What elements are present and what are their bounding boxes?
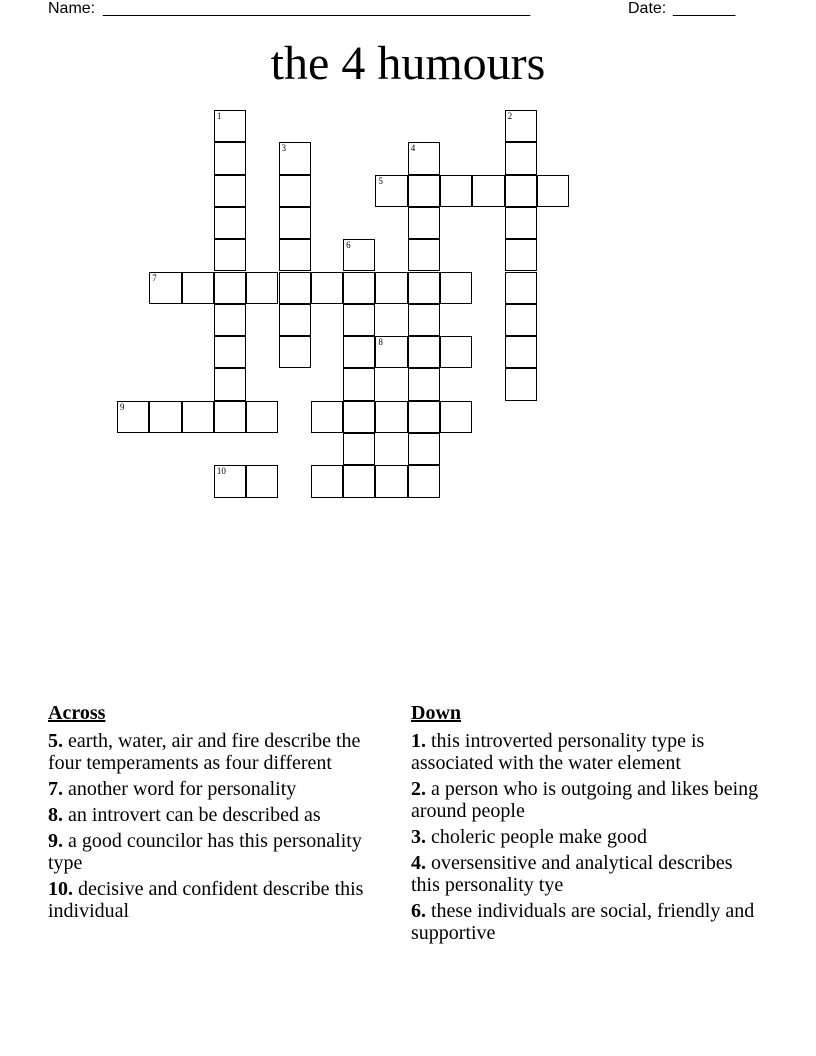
crossword-cell[interactable] (214, 142, 246, 174)
crossword-cell[interactable] (408, 207, 440, 239)
clue-number: 5. (48, 730, 63, 752)
crossword-cell[interactable] (408, 304, 440, 336)
crossword-cell[interactable] (408, 368, 440, 400)
clue-number: 2. (411, 778, 426, 800)
cell-number: 5 (378, 175, 383, 186)
clue-text: an introvert can be described as (63, 804, 321, 826)
down-clue (411, 778, 761, 822)
crossword-cell[interactable] (537, 175, 569, 207)
crossword-cell[interactable] (505, 175, 537, 207)
crossword-cell[interactable] (214, 110, 246, 142)
crossword-cell[interactable] (279, 239, 311, 271)
clue-number: 9. (48, 830, 63, 852)
down-clue (411, 730, 761, 774)
crossword-cell[interactable] (505, 336, 537, 368)
crossword-cell[interactable] (440, 336, 472, 368)
crossword-cell[interactable] (440, 401, 472, 433)
crossword-cell[interactable] (440, 175, 472, 207)
crossword-cell[interactable] (279, 336, 311, 368)
crossword-cell[interactable] (214, 239, 246, 271)
crossword-cell[interactable] (311, 401, 343, 433)
crossword-cell[interactable] (505, 110, 537, 142)
clue-text: earth, water, air and fire describe the four temperaments as four different (48, 730, 361, 774)
crossword-cell[interactable] (505, 272, 537, 304)
clue-number: 6. (411, 900, 426, 922)
crossword-cell[interactable] (408, 239, 440, 271)
clue-number: 3. (411, 826, 426, 848)
crossword-cell[interactable] (505, 142, 537, 174)
crossword-cell[interactable] (408, 465, 440, 497)
crossword-cell[interactable] (343, 336, 375, 368)
down-heading: Down (411, 702, 462, 724)
across-clues (48, 702, 388, 926)
crossword-cell[interactable] (343, 368, 375, 400)
crossword-cell[interactable] (408, 401, 440, 433)
crossword-cell[interactable] (214, 336, 246, 368)
crossword-cell[interactable] (505, 368, 537, 400)
cell-number: 10 (216, 466, 226, 477)
crossword-cell[interactable] (214, 207, 246, 239)
clue-text: choleric people make good (426, 826, 648, 848)
crossword-cell[interactable] (472, 175, 504, 207)
crossword-cell[interactable] (279, 175, 311, 207)
clue-text: these individuals are social, friendly and supportive (411, 900, 755, 944)
crossword-cell[interactable] (408, 272, 440, 304)
cell-number: 3 (281, 143, 286, 154)
down-clue (411, 900, 761, 944)
crossword-cell[interactable] (408, 142, 440, 174)
crossword-cell[interactable] (505, 239, 537, 271)
clue-text: this introverted personality type is associated with the water element (411, 730, 705, 774)
across-clue-list (48, 730, 388, 922)
cell-number: 8 (378, 337, 383, 348)
crossword-cell[interactable] (408, 175, 440, 207)
crossword-cell[interactable] (505, 207, 537, 239)
crossword-cell[interactable] (279, 207, 311, 239)
crossword-cell[interactable] (279, 272, 311, 304)
crossword-cell[interactable] (246, 272, 278, 304)
crossword-cell[interactable] (343, 272, 375, 304)
crossword-cell[interactable] (117, 401, 149, 433)
crossword-cell[interactable] (246, 465, 278, 497)
across-clue (48, 778, 388, 800)
across-clue (48, 804, 388, 826)
cell-number: 9 (120, 401, 125, 412)
clue-number: 1. (411, 730, 426, 752)
crossword-cell[interactable] (343, 465, 375, 497)
crossword-cell[interactable] (408, 433, 440, 465)
crossword-cell[interactable] (311, 272, 343, 304)
down-clue-list (411, 730, 761, 944)
date-line[interactable]: _______ (673, 0, 736, 17)
cell-number: 7 (152, 272, 157, 283)
crossword-cell[interactable] (375, 465, 407, 497)
crossword-cell[interactable] (182, 401, 214, 433)
across-heading: Across (48, 702, 106, 724)
clue-number: 4. (411, 852, 426, 874)
cell-number: 1 (216, 111, 222, 121)
across-clue (48, 830, 388, 874)
crossword-cell[interactable] (149, 272, 181, 304)
crossword-cell[interactable] (149, 401, 181, 433)
crossword-cell[interactable] (408, 336, 440, 368)
crossword-cell[interactable] (375, 336, 407, 368)
clue-number: 10. (48, 878, 73, 900)
down-clue (411, 826, 761, 848)
clue-text: a person who is outgoing and likes being around people (411, 778, 759, 822)
clue-text: a good councilor has this personality type (48, 830, 362, 874)
page-title: the 4 humours (270, 37, 546, 90)
crossword-cell[interactable] (279, 142, 311, 174)
crossword-cell[interactable] (182, 272, 214, 304)
across-clue (48, 730, 388, 774)
crossword-cell[interactable] (343, 239, 375, 271)
crossword-cell[interactable] (343, 304, 375, 336)
clue-text: another word for personality (63, 778, 297, 800)
across-clue (48, 878, 388, 922)
crossword-cell[interactable] (375, 175, 407, 207)
crossword-cell[interactable] (214, 465, 246, 497)
clue-text: oversensitive and analytical describes this personality tye (411, 852, 733, 896)
clue-text: decisive and confident describe this individual (48, 878, 364, 922)
name-label: Name: (48, 0, 96, 17)
crossword-cell[interactable] (214, 304, 246, 336)
crossword-cell[interactable] (375, 272, 407, 304)
crossword-cell[interactable] (214, 175, 246, 207)
cell-number: 4 (410, 143, 416, 154)
crossword-cell[interactable] (279, 304, 311, 336)
crossword-cell[interactable] (214, 368, 246, 400)
crossword-cell[interactable] (505, 304, 537, 336)
clue-number: 8. (48, 804, 63, 826)
cell-number: 6 (346, 240, 351, 251)
crossword-cell[interactable] (311, 465, 343, 497)
crossword-grid (0, 0, 816, 520)
cell-number: 2 (507, 111, 513, 121)
crossword-cell[interactable] (214, 401, 246, 433)
date-label: Date: (628, 0, 667, 17)
crossword-cell[interactable] (343, 401, 375, 433)
crossword-cell[interactable] (214, 272, 246, 304)
crossword-cell[interactable] (246, 401, 278, 433)
crossword-cell[interactable] (343, 433, 375, 465)
name-line[interactable]: ________________________________________________ (103, 0, 531, 17)
crossword-cell[interactable] (440, 272, 472, 304)
down-clues (411, 702, 761, 948)
crossword-cell[interactable] (375, 401, 407, 433)
down-clue (411, 852, 761, 896)
clue-number: 7. (48, 778, 63, 800)
